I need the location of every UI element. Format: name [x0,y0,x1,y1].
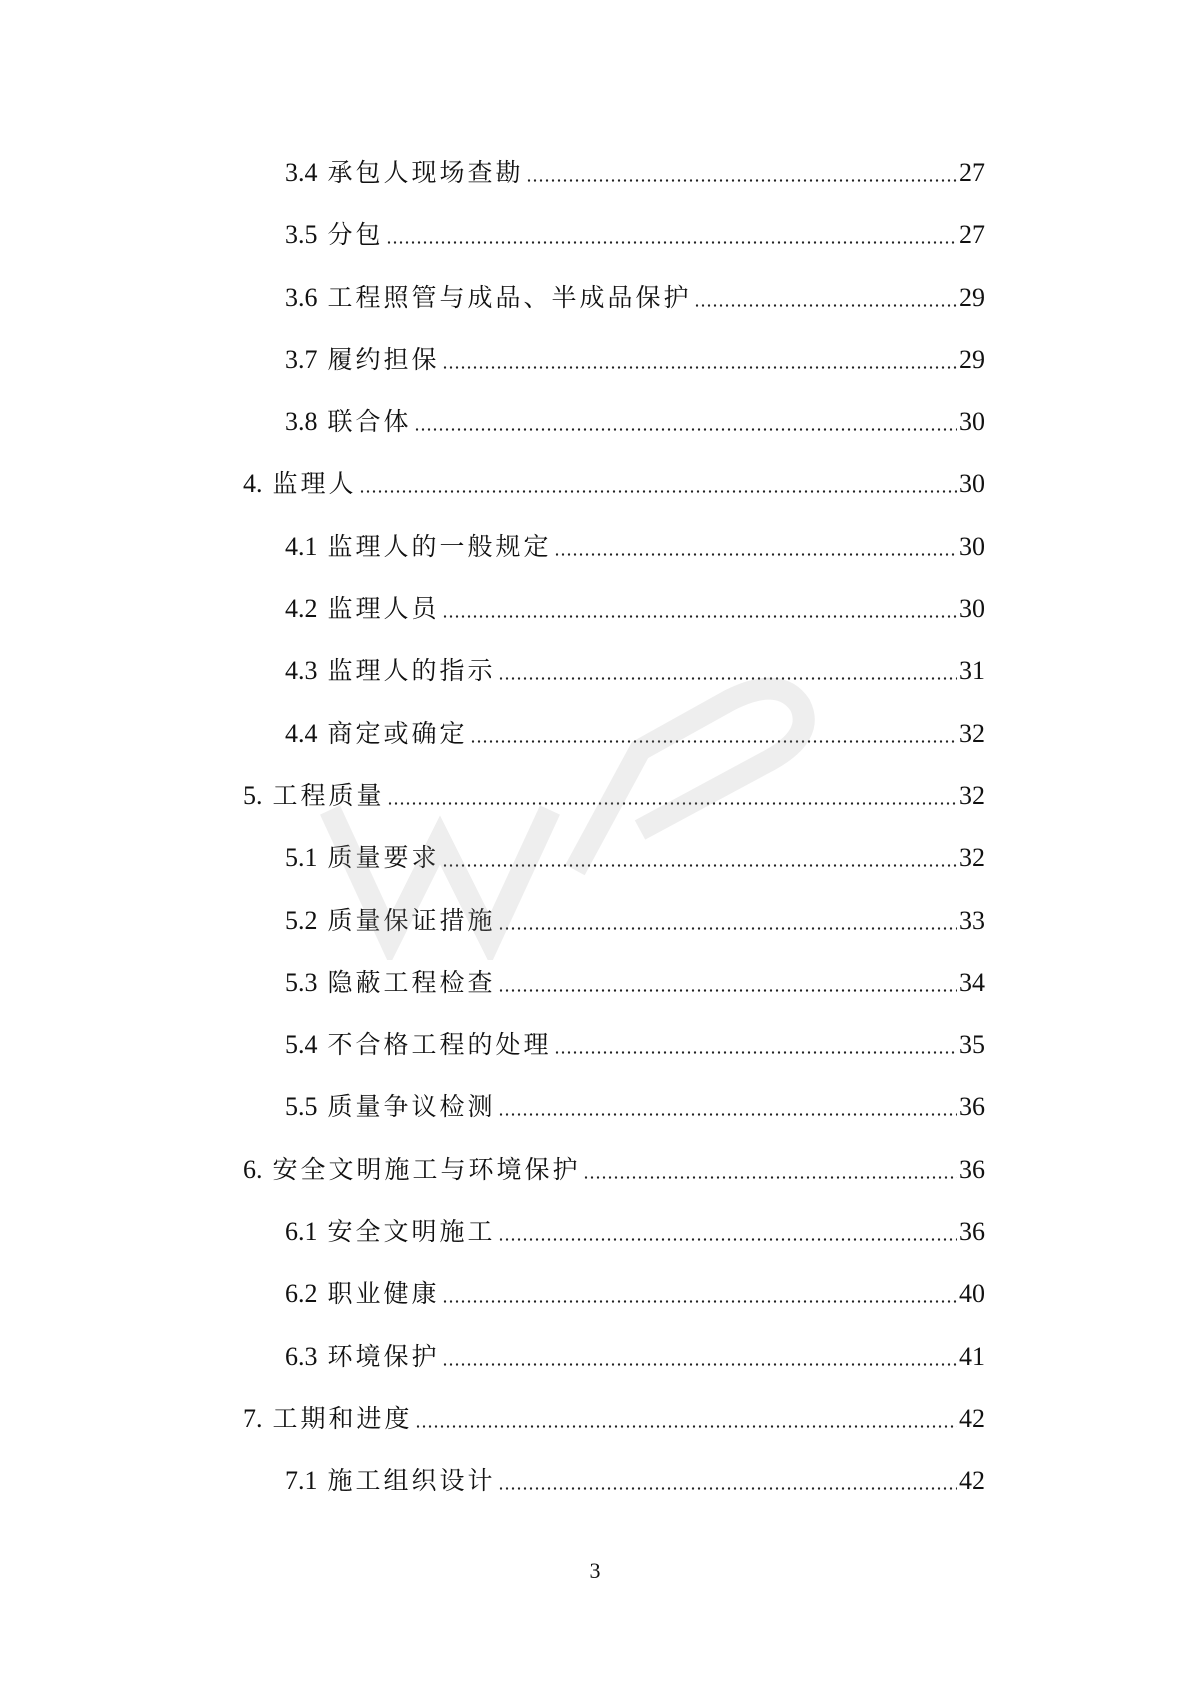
toc-entry-page: 36 [959,1092,985,1122]
toc-dot-leader [498,1487,957,1490]
toc-entry-page: 40 [959,1279,985,1309]
toc-entry-number: 5.1 [285,843,318,873]
toc-entry[interactable] [0,888,1190,950]
toc-dot-leader [554,553,957,556]
toc-dot-leader [583,1176,957,1179]
toc-entry-page: 34 [959,967,985,997]
toc-entry-line [285,1271,985,1311]
toc-entry-title: 联合体 [327,407,412,437]
toc-entry[interactable] [0,638,1190,700]
toc-entry[interactable] [0,1012,1190,1074]
toc-entry-line [243,773,985,813]
toc-dot-leader [526,179,957,182]
toc-entry-number: 3.6 [285,282,318,312]
toc-entry-line [285,337,985,377]
toc-entry-page: 32 [959,780,985,810]
toc-dot-leader [359,490,957,493]
toc-entry-title: 环境保护 [327,1341,440,1371]
toc-entry-page: 32 [959,843,985,873]
toc-entry-page: 30 [959,407,985,437]
toc-entry-number: 4. [243,469,263,499]
page-number: 3 [589,1558,601,1583]
toc-entry[interactable] [0,1324,1190,1386]
toc-entry-line [285,1209,985,1249]
toc-entry-title: 安全文明施工 [327,1217,496,1247]
toc-entry-number: 3.7 [285,344,318,374]
toc-entry-title: 质量保证措施 [327,905,496,935]
toc-entry-line [285,835,985,875]
toc-dot-leader [498,989,957,992]
toc-entry[interactable] [0,825,1190,887]
toc-entry-line [285,1458,985,1498]
toc-entry[interactable] [0,1448,1190,1510]
toc-entry-title: 不合格工程的处理 [327,1030,552,1060]
toc-dot-leader [498,927,957,930]
toc-entry-title: 监理人的指示 [327,656,496,686]
toc-entry-page: 27 [959,158,985,187]
toc-entry-number: 4.1 [285,531,318,561]
toc-entry-title: 工程照管与成品、半成品保护 [327,282,692,312]
toc-entry-line [285,524,985,564]
toc-entry[interactable] [0,265,1190,327]
toc-dot-leader [498,677,957,680]
toc-entry[interactable] [0,140,1190,202]
toc-entry-page: 42 [959,1466,985,1496]
toc-entry-page: 36 [959,1217,985,1247]
toc-dot-leader [498,1238,957,1241]
toc-entry-page: 42 [959,1403,985,1433]
toc-entry-number: 4.3 [285,656,318,686]
toc-entry-number: 4.4 [285,718,318,748]
toc-entry-line [285,586,985,626]
toc-dot-leader [386,241,957,244]
toc-entry[interactable] [0,514,1190,576]
toc-entry-title: 安全文明施工与环境保护 [272,1154,581,1184]
toc-entry-page: 30 [959,469,985,499]
toc-entry-title: 商定或确定 [327,718,468,748]
toc-entry-number: 3.4 [285,158,318,187]
toc-entry-number: 7.1 [285,1466,318,1496]
toc-entry-line [243,461,985,501]
toc-entry-page: 41 [959,1341,985,1371]
toc-entry-number: 6.1 [285,1217,318,1247]
toc-entry-title: 监理人的一般规定 [327,531,552,561]
toc-entry-page: 35 [959,1030,985,1060]
toc-entry-title: 质量要求 [327,843,440,873]
toc-entry-line [285,275,985,315]
toc-entry-page: 30 [959,531,985,561]
toc-entry[interactable] [0,763,1190,825]
toc-dot-leader [498,1113,957,1116]
toc-entry[interactable] [0,1074,1190,1136]
toc-entry-line [285,960,985,1000]
toc-entry-number: 3.5 [285,220,318,250]
toc-entry-page: 32 [959,718,985,748]
toc-entry-number: 5. [243,780,263,810]
toc-entry-line [285,1022,985,1062]
toc-dot-leader [442,615,957,618]
toc-dot-leader [415,1425,957,1428]
toc-entry-number: 6. [243,1154,263,1184]
toc-dot-leader [470,740,957,743]
toc-entry-number: 5.3 [285,967,318,997]
toc-entry-line [285,1084,985,1124]
toc-entry-page: 27 [959,220,985,250]
toc-entry-number: 4.2 [285,594,318,624]
toc-entry-line [285,212,985,252]
toc-entry-number: 5.5 [285,1092,318,1122]
toc-entry-title: 职业健康 [327,1279,440,1309]
toc-entry-number: 6.2 [285,1279,318,1309]
toc-entry-title: 监理人 [272,469,357,499]
toc-entry-title: 施工组织设计 [327,1466,496,1496]
toc-entry[interactable] [0,1386,1190,1448]
toc-entry-number: 5.2 [285,905,318,935]
toc-entry-title: 工程质量 [272,780,385,810]
toc-entry-title: 监理人员 [327,594,440,624]
toc-entry[interactable] [0,389,1190,451]
toc-entry-line [285,1334,985,1374]
toc-entry[interactable] [0,1261,1190,1323]
toc-entry-title: 履约担保 [327,344,440,374]
toc-entry-page: 30 [959,594,985,624]
toc-dot-leader [414,428,957,431]
toc-entry-title: 分包 [327,220,384,250]
toc-entry-line [243,1147,985,1187]
toc-entry[interactable] [0,701,1190,763]
toc-dot-leader [442,1300,957,1303]
toc-dot-leader [387,802,957,805]
toc-entry-line [285,898,985,938]
toc-entry-page: 31 [959,656,985,686]
toc-entry-line [285,648,985,688]
toc-entry[interactable] [0,576,1190,638]
toc-entry-title: 隐蔽工程检查 [327,967,496,997]
toc-entry-page: 29 [959,282,985,312]
toc-dot-leader [442,366,957,369]
toc-entry-line [243,1396,985,1436]
toc-dot-leader [442,864,957,867]
toc-entry-number: 7. [243,1403,263,1433]
toc-entry-page: 36 [959,1154,985,1184]
toc-entry-title: 质量争议检测 [327,1092,496,1122]
toc-entry[interactable] [0,327,1190,389]
toc-entry[interactable] [0,202,1190,264]
toc-entry-line [285,399,985,439]
toc-dot-leader [442,1363,957,1366]
toc-entry-title: 承包人现场查勘 [327,158,524,187]
toc-entry-number: 5.4 [285,1030,318,1060]
toc-entry-page: 29 [959,344,985,374]
toc-entry-title: 工期和进度 [272,1403,413,1433]
toc-entry-page: 33 [959,905,985,935]
toc-entry-line [285,150,985,190]
toc-dot-leader [694,304,957,307]
toc-dot-leader [554,1051,957,1054]
toc-entry-line [285,711,985,751]
toc-entry[interactable] [0,950,1190,1012]
toc-entry-number: 3.8 [285,407,318,437]
table-of-contents [0,140,1190,1511]
toc-entry[interactable] [0,1199,1190,1261]
toc-entry[interactable] [0,1137,1190,1199]
toc-entry[interactable] [0,451,1190,513]
toc-entry-number: 6.3 [285,1341,318,1371]
